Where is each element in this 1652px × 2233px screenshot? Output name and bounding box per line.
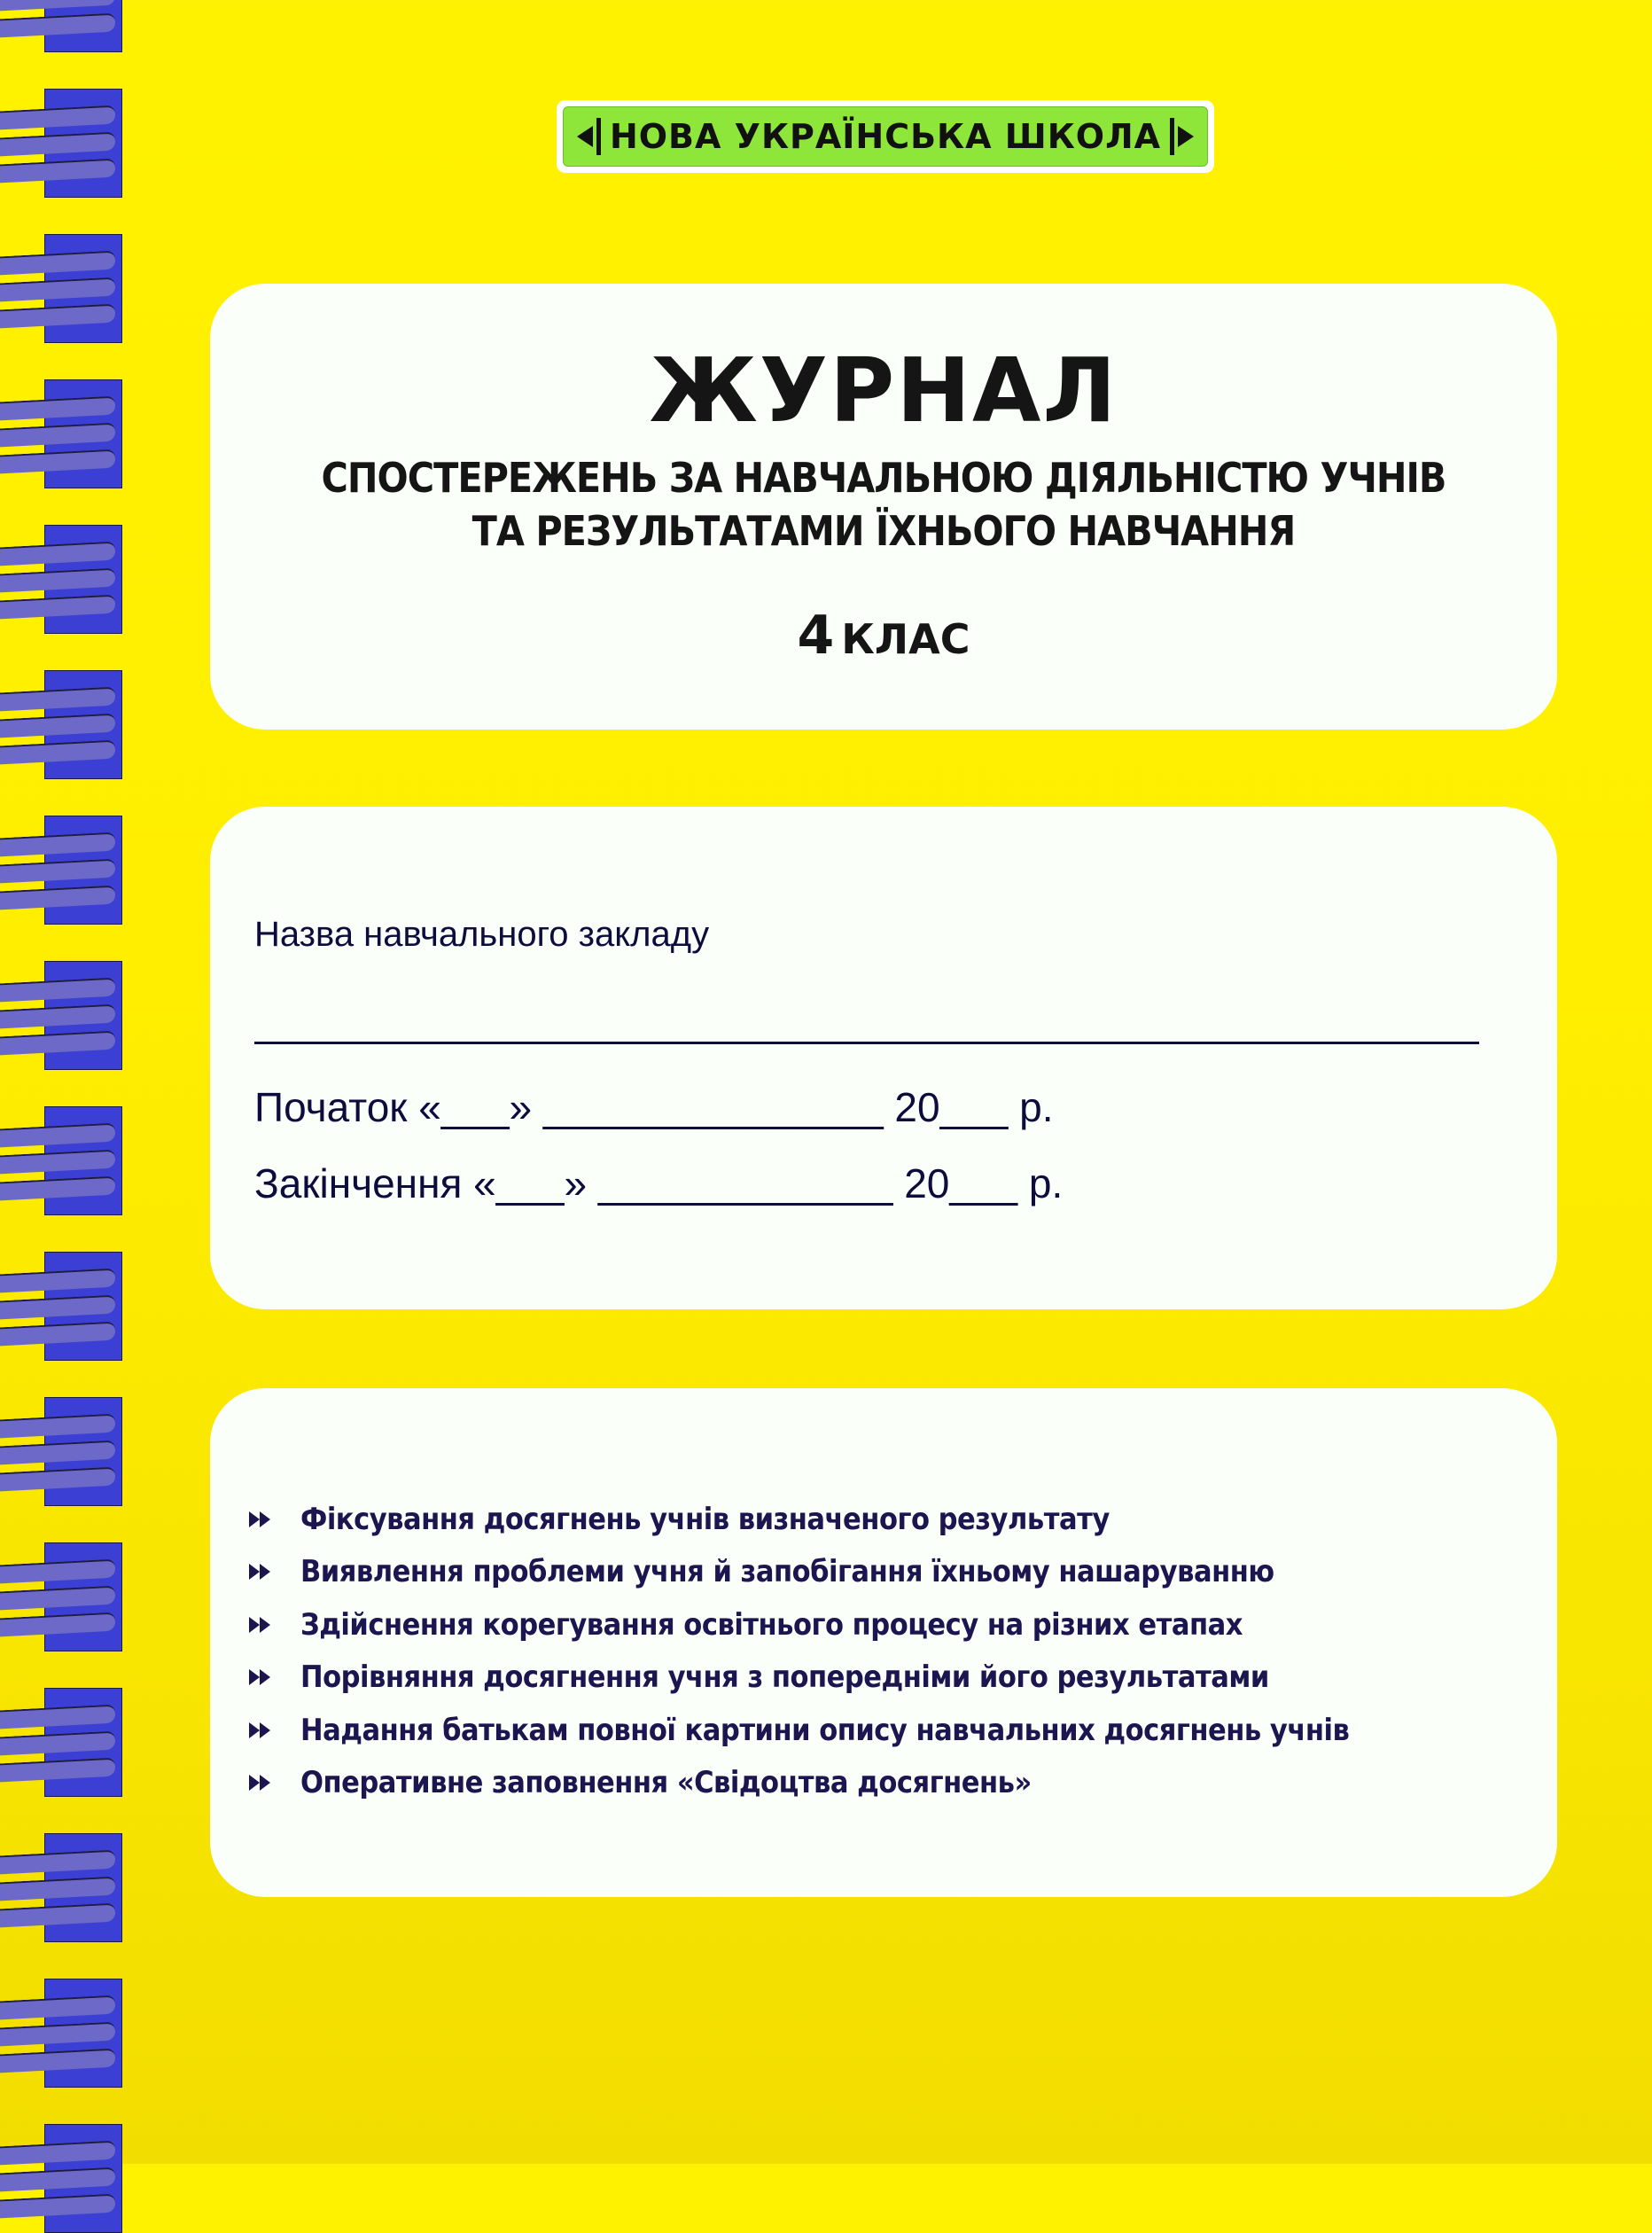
double-chevron-right-icon bbox=[249, 1511, 277, 1527]
double-chevron-right-icon bbox=[249, 1564, 277, 1580]
start-date-field[interactable]: Початок «___» _______________ 20___ р. bbox=[254, 1084, 1054, 1130]
spiral-ring bbox=[0, 1397, 124, 1506]
spiral-ring bbox=[0, 1542, 124, 1651]
institution-name-field[interactable] bbox=[254, 1042, 1479, 1044]
spiral-ring bbox=[0, 961, 124, 1070]
features-panel bbox=[210, 1388, 1557, 1897]
double-chevron-right-icon bbox=[249, 1669, 277, 1685]
spiral-ring bbox=[0, 0, 124, 52]
feature-text: Оперативне заповнення «Свідоцтва досягнень» bbox=[300, 1765, 1032, 1801]
double-chevron-right-icon bbox=[249, 1722, 277, 1738]
list-item bbox=[249, 1651, 1349, 1705]
spiral-ring bbox=[0, 670, 124, 779]
institution-label: Назва навчального закладу bbox=[254, 915, 710, 954]
feature-text: Фіксування досягнень учнів визначеного результату bbox=[300, 1501, 1110, 1537]
spiral-ring bbox=[0, 1979, 124, 2088]
feature-text: Виявлення проблеми учня й запобігання їхньому нашаруванню bbox=[300, 1554, 1274, 1590]
journal-title: ЖУРНАЛ bbox=[649, 339, 1118, 442]
grade-label bbox=[210, 605, 1557, 667]
spiral-ring bbox=[0, 816, 124, 925]
spiral-ring bbox=[0, 379, 124, 488]
list-item bbox=[249, 1598, 1349, 1651]
feature-text: Здійснення корегування освітнього процесу на різних етапах bbox=[300, 1606, 1243, 1643]
double-chevron-right-icon bbox=[249, 1617, 277, 1633]
feature-text: Порівняння досягнення учня з попередніми його результатами bbox=[300, 1659, 1269, 1696]
list-item bbox=[249, 1493, 1349, 1546]
end-date-field[interactable]: Закінчення «___» _____________ 20___ р. bbox=[254, 1160, 1064, 1206]
nus-banner bbox=[557, 100, 1214, 173]
list-item bbox=[249, 1704, 1349, 1757]
feature-text: Надання батькам повної картини опису навчальних досягнень учнів bbox=[300, 1712, 1350, 1748]
title-panel bbox=[210, 284, 1557, 730]
subtitle-line-2: ТА РЕЗУЛЬТАТАМИ ЇХНЬОГО НАВЧАННЯ bbox=[471, 507, 1296, 555]
spiral-ring bbox=[0, 1688, 124, 1797]
subtitle-line-1: СПОСТЕРЕЖЕНЬ ЗА НАВЧАЛЬНОЮ ДІЯЛЬНІСТЮ УЧНІВ bbox=[321, 454, 1446, 502]
spiral-ring bbox=[0, 1106, 124, 1215]
spiral-ring bbox=[0, 525, 124, 634]
spiral-ring bbox=[0, 89, 124, 198]
spiral-ring bbox=[0, 2124, 124, 2233]
spiral-ring bbox=[0, 1833, 124, 1942]
info-panel bbox=[210, 807, 1557, 1309]
arrow-left-bar-icon bbox=[577, 118, 601, 155]
spiral-ring bbox=[0, 1252, 124, 1361]
grade-word: КЛАС bbox=[841, 615, 970, 663]
spiral-ring bbox=[0, 234, 124, 343]
double-chevron-right-icon bbox=[249, 1775, 277, 1791]
list-item bbox=[249, 1757, 1349, 1810]
grade-number: 4 bbox=[797, 605, 835, 667]
spiral-binding bbox=[0, 0, 133, 2164]
list-item bbox=[249, 1546, 1349, 1599]
features-list bbox=[249, 1493, 1349, 1809]
bar-arrow-right-icon bbox=[1170, 118, 1194, 155]
banner-text: НОВА УКРАЇНСЬКА ШКОЛА bbox=[609, 117, 1162, 156]
